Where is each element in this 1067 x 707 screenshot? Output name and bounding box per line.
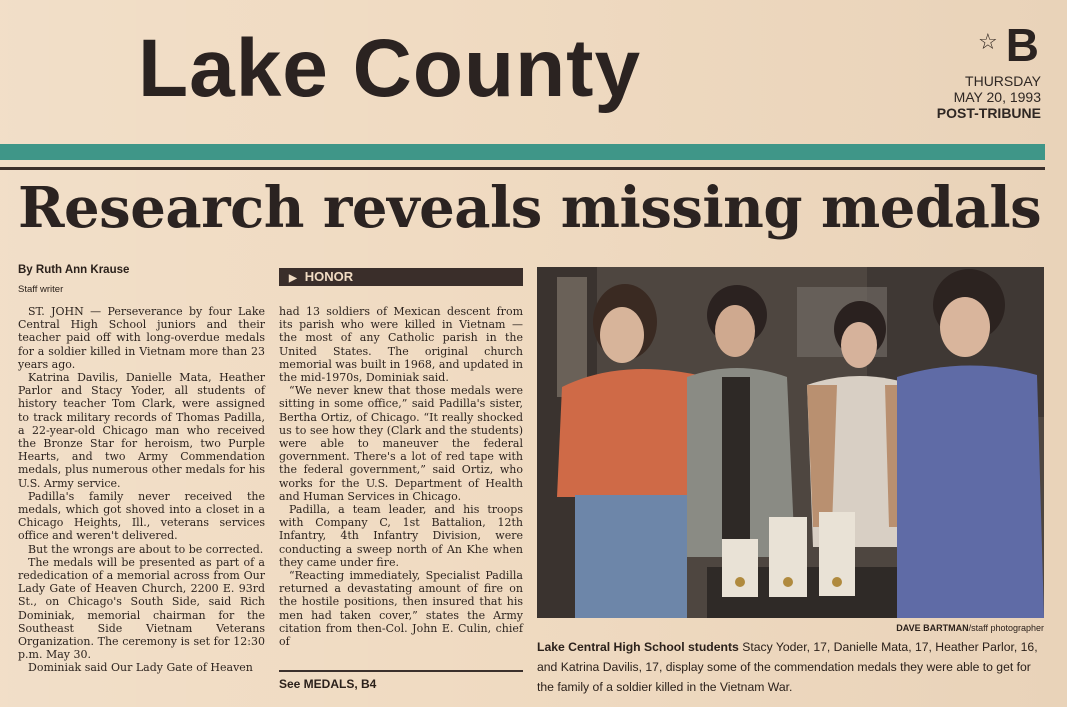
caption-lead: Lake Central High School students [537, 640, 739, 654]
photo-credit [896, 623, 1044, 633]
photo-illustration [537, 267, 1044, 618]
byline: By Ruth Ann Krause [18, 264, 130, 276]
paragraph: But the wrongs are about to be corrected. [28, 542, 264, 556]
paragraph: ST. JOHN — Perseverance by four Lake Central High School juniors and their teacher paid off with long-overdue medals for a soldier killed in Vietnam more than 23 years ago. [18, 305, 265, 371]
star-icon: ☆ [978, 30, 998, 55]
issue-day: THURSDAY [965, 73, 1041, 89]
paragraph: Padilla's family never received the medals, which got shoved into a closet in a Chicago Heights, Ill., veterans services office and weren't delivered. [18, 489, 265, 543]
continuation-rule [279, 670, 523, 672]
article-column-2 [279, 305, 523, 648]
paper-name: POST-TRIBUNE [936, 105, 1041, 121]
article-headline: Research reveals missing medals [18, 175, 1042, 241]
photo-caption [537, 637, 1044, 697]
continuation-link: See MEDALS, B4 [279, 677, 377, 691]
black-divider [0, 167, 1045, 170]
paragraph: The medals will be presented as part of a rededication of a memorial across from Our Lady Gate of Heaven Church, 2200 E. 93rd St., on Chicago's South Side, said Rich Dominiak, memorial chairman for the Southeast Side Vietnam Veterans Organization. The ceremony is set for 12:30 p.m. May 30. [18, 555, 265, 662]
paragraph: Katrina Davilis, Danielle Mata, Heather Parlor and Stacy Yoder, all students of history teacher Tom Clark, were assigned to track military records of Thomas Padilla, a 22-year-old Chicago man who received the Bronze Star for heroism, two Purple Hearts, and two Army Commendation medals, plus numerous other medals for his U.S. Army service. [18, 371, 265, 490]
photographer-role: /staff photographer [968, 623, 1044, 633]
byline-role: Staff writer [18, 284, 64, 295]
section-marker [978, 19, 1039, 71]
triangle-right-icon: ▶ [289, 273, 297, 284]
section-label-bar [279, 268, 523, 286]
paragraph: Padilla, a team leader, and his troops with Company C, 1st Battalion, 12th Infantry, 4th Infantry Division, were conducting a sweep north of An Khe when they came under fire. [279, 503, 523, 569]
paragraph: had 13 soldiers of Mexican descent from its parish who were killed in Vietnam — the most of any Catholic parish in the United States. The original church memorial was built in 1968, and updated in the mid-1970s, Dominiak said. [279, 305, 523, 385]
issue-date: MAY 20, 1993 [953, 89, 1041, 105]
masthead-title: Lake County [138, 23, 642, 114]
section-letter: B [1005, 19, 1039, 71]
section-label: HONOR [304, 269, 354, 284]
issue-info [937, 73, 1041, 121]
paragraph: Dominiak said Our Lady Gate of Heaven [28, 661, 253, 675]
teal-divider [0, 144, 1045, 160]
photographer-name: DAVE BARTMAN [896, 623, 969, 633]
paragraph: “Reacting immediately, Specialist Padilla returned a devastating amount of fire on the hostile positions, then insured that his men had taken cover,” states the Army citation from then-Col. John E. Culin, chief of [279, 569, 523, 649]
news-photo [537, 267, 1044, 618]
article-column-1 [18, 305, 265, 675]
caption-text: Stacy Yoder, 17, Danielle Mata, 17, Heather Parlor, 16, and Katrina Davilis, 17, display some of the commendation medals they were able to get for the family of a soldier killed in the Vietnam War. [537, 640, 1038, 694]
paragraph: “We never knew that those medals were sitting in some office,” said Padilla's sister, Bertha Ortiz, of Chicago. “It really shocked us to see how they (Clark and the students) were able to maneuver the federal government. There's a lot of red tape with the federal government,” said Ortiz, who works for the U.S. Department of Health and Human Services in Chicago. [279, 384, 523, 503]
